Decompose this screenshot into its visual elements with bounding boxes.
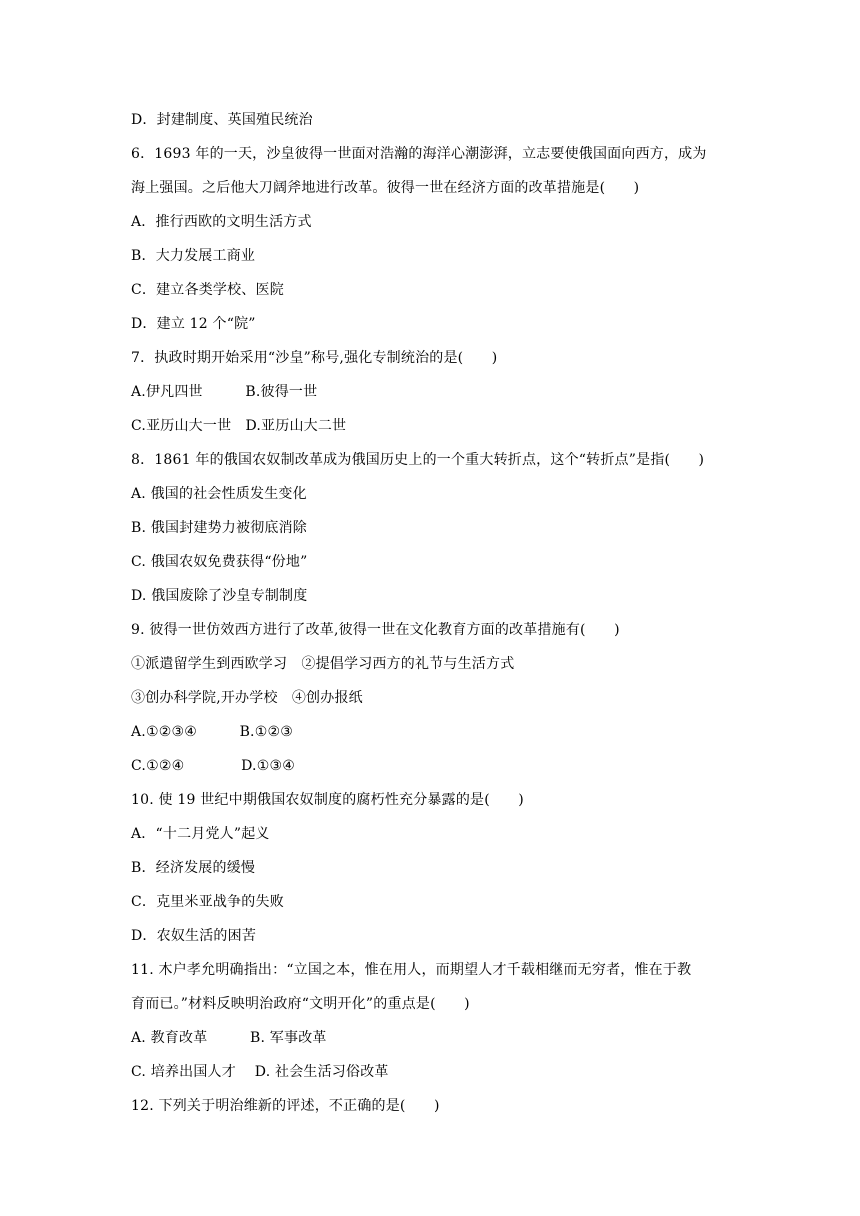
option-b: B．经济发展的缓慢 [131,860,256,876]
question-11-stem-line-1: 11. 木户孝允明确指出：“立国之本，惟在用人，而期望人才千载相继而无穷者，惟在于教 [131,962,692,978]
options-ab: A.①②③④ B.①②③ [131,724,293,740]
option-a: A．“十二月党人”起义 [131,826,270,842]
question-9-stem: 9. 彼得一世仿效西方进行了改革,彼得一世在文化教育方面的改革措施有( ) [131,622,620,638]
options-cd: C.亚历山大一世 D.亚历山大二世 [131,418,347,434]
question-8-stem: 8．1861 年的俄国农奴制改革成为俄国历史上的一个重大转折点，这个“转折点”是指( ) [131,452,705,468]
question-7-stem: 7．执政时期开始采用“沙皇”称号,强化专制统治的是( ) [131,350,498,366]
options-ab: A.伊凡四世 B.彼得一世 [131,384,318,400]
question-9-items-1: ①派遣留学生到西欧学习 ②提倡学习西方的礼节与生活方式 [131,656,515,672]
option-a: A. 俄国的社会性质发生变化 [131,486,307,502]
option-c: C. 俄国农奴免费获得“份地” [131,554,308,570]
option-d: D．建立 12 个“院” [131,316,256,332]
question-11-stem-line-2: 育而已。”材料反映明治政府“文明开化”的重点是( ) [131,996,470,1012]
option-a: A．推行西欧的文明生活方式 [131,214,312,230]
options-cd: C.①②④ D.①③④ [131,758,295,774]
question-9-items-2: ③创办科学院,开办学校 ④创办报纸 [131,690,363,706]
option-c: C．克里米亚战争的失败 [131,894,284,910]
option-b: B. 俄国封建势力被彻底消除 [131,520,307,536]
options-ab: A. 教育改革 B. 军事改革 [131,1030,327,1046]
question-12-stem: 12. 下列关于明治维新的评述，不正确的是( ) [131,1098,440,1114]
options-cd: C. 培养出国人才 D. 社会生活习俗改革 [131,1064,389,1080]
option-d: D．农奴生活的困苦 [131,928,257,944]
text-line: D．封建制度、英国殖民统治 [131,112,313,128]
option-d: D. 俄国废除了沙皇专制制度 [131,588,308,604]
question-6-stem-line-1: 6．1693 年的一天，沙皇彼得一世面对浩瀚的海洋心潮澎湃，立志要使俄国面向西方，成为 [131,146,707,162]
option-c: C．建立各类学校、医院 [131,282,284,298]
question-6-stem-line-2: 海上强国。之后他大刀阔斧地进行改革。彼得一世在经济方面的改革措施是( ) [131,180,640,196]
option-b: B．大力发展工商业 [131,248,256,264]
question-10-stem: 10. 使 19 世纪中期俄国农奴制度的腐朽性充分暴露的是( ) [131,792,524,808]
